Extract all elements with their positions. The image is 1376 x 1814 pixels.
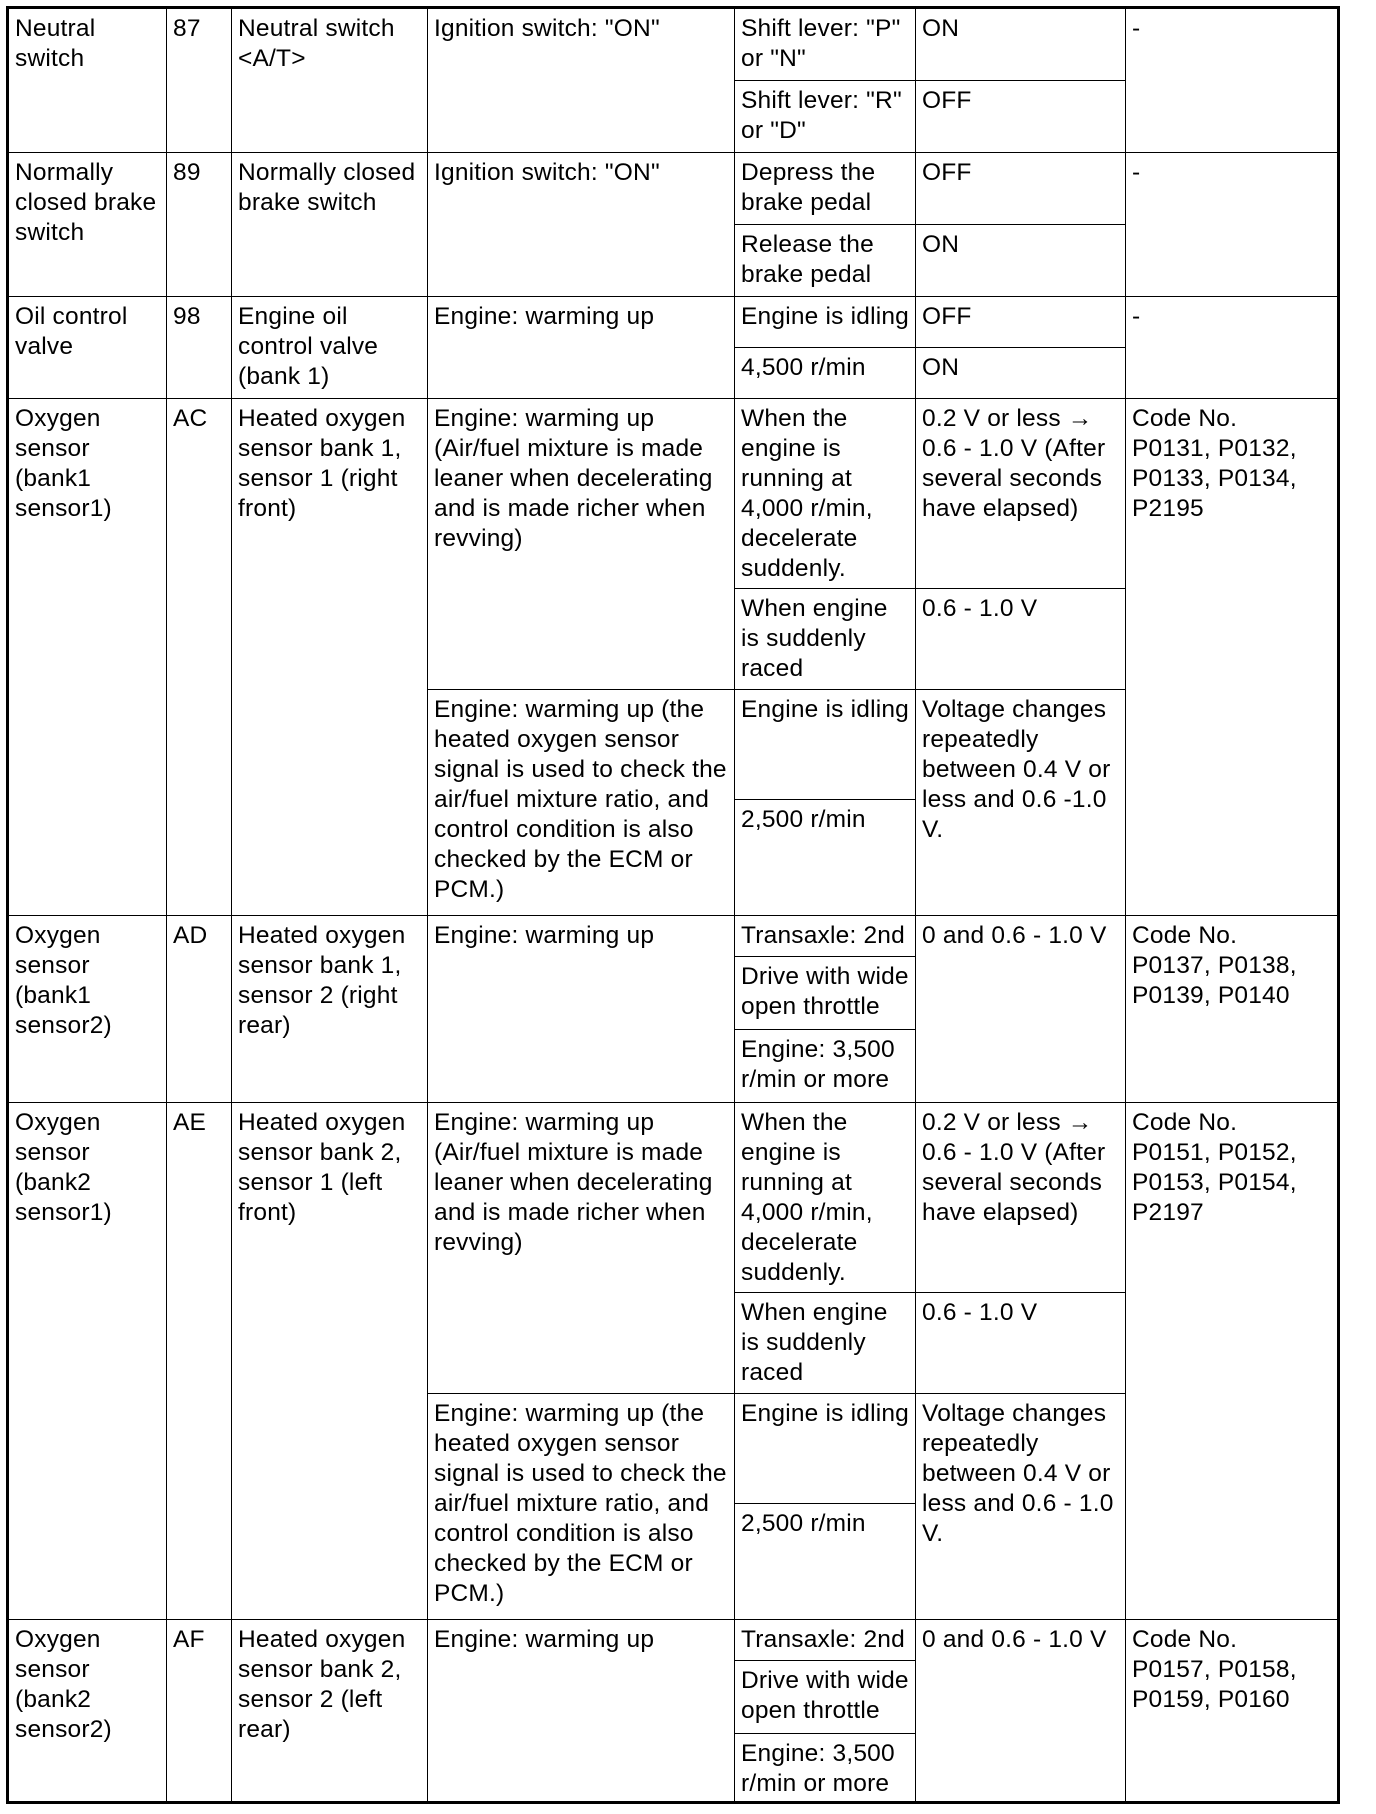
value-cell: 0 and 0.6 - 1.0 V xyxy=(916,1620,1126,1801)
value-cell: 0.6 - 1.0 V xyxy=(916,1293,1126,1394)
description-cell: Normally closed brake switch xyxy=(232,153,428,297)
check-cell: Drive with wide open throttle xyxy=(735,957,916,1030)
check-cell: 2,500 r/min xyxy=(735,800,916,916)
value-cell: 0.2 V or less → 0.6 - 1.0 V (After several seconds have elapsed) xyxy=(916,1103,1126,1293)
value-cell: Voltage changes repeatedly between 0.4 V or less and 0.6 - 1.0 V. xyxy=(916,1394,1126,1620)
check-cell: Engine is idling xyxy=(735,1394,916,1504)
value-cell: OFF xyxy=(916,81,1126,153)
check-cell: Shift lever: "P" or "N" xyxy=(735,9,916,81)
dtc-cell: - xyxy=(1126,9,1337,153)
check-cell: Transaxle: 2nd xyxy=(735,1620,916,1661)
condition-cell: Ignition switch: "ON" xyxy=(428,153,735,297)
check-cell: Shift lever: "R" or "D" xyxy=(735,81,916,153)
condition-cell: Engine: warming up xyxy=(428,916,735,1103)
condition-cell: Engine: warming up xyxy=(428,297,735,399)
component-cell: Normally closed brake switch xyxy=(9,153,167,297)
value-cell: 0.2 V or less → 0.6 - 1.0 V (After several seconds have elapsed) xyxy=(916,399,1126,589)
dtc-cell: Code No. P0131, P0132, P0133, P0134, P2195 xyxy=(1126,399,1337,916)
condition-cell: Engine: warming up (the heated oxygen sensor signal is used to check the air/fuel mixture ratio, and control condition is also checked by the ECM or PCM.) xyxy=(428,690,735,916)
pin-cell: AF xyxy=(167,1620,232,1801)
check-cell: Transaxle: 2nd xyxy=(735,916,916,957)
check-cell: When engine is suddenly raced xyxy=(735,589,916,690)
value-cell: OFF xyxy=(916,153,1126,225)
check-cell: 2,500 r/min xyxy=(735,1504,916,1620)
condition-cell: Engine: warming up (Air/fuel mixture is made leaner when decelerating and is made richer when revving) xyxy=(428,399,735,690)
value-cell: ON xyxy=(916,225,1126,297)
dtc-cell: Code No. P0157, P0158, P0159, P0160 xyxy=(1132,1626,1297,1713)
pin-cell: 87 xyxy=(167,9,232,153)
value-cell: OFF xyxy=(916,297,1126,348)
component-cell: Oxygen sensor (bank1 sensor1) xyxy=(9,399,167,916)
component-cell: Oxygen sensor (bank2 sensor1) xyxy=(9,1103,167,1620)
check-cell: Engine is idling xyxy=(735,690,916,800)
condition-cell: Engine: warming up (the heated oxygen sensor signal is used to check the air/fuel mixture ratio, and control condition is also checked by the ECM or PCM.) xyxy=(428,1394,735,1620)
value-cell: ON xyxy=(916,348,1126,399)
dtc-cell: Code No. P0151, P0152, P0153, P0154, P2197 xyxy=(1126,1103,1337,1620)
component-cell: Neutral switch xyxy=(9,9,167,153)
check-cell: 4,500 r/min xyxy=(735,348,916,399)
check-cell: Depress the brake pedal xyxy=(735,153,916,225)
value-cell: ON xyxy=(916,9,1126,81)
pin-cell: AD xyxy=(167,916,232,1103)
check-cell: Engine is idling xyxy=(735,297,916,348)
description-cell: Heated oxygen sensor bank 1, sensor 2 (right rear) xyxy=(232,916,428,1103)
check-cell: Engine: 3,500 r/min or more xyxy=(735,1030,916,1103)
component-cell: Oxygen sensor (bank2 sensor2) xyxy=(9,1620,167,1801)
check-cell: When the engine is running at 4,000 r/min, decelerate suddenly. xyxy=(735,399,916,589)
condition-cell: Ignition switch: "ON" xyxy=(428,9,735,153)
component-cell: Oil control valve xyxy=(9,297,167,399)
description-cell: Heated oxygen sensor bank 2, sensor 1 (left front) xyxy=(232,1103,428,1620)
value-cell: 0.6 - 1.0 V xyxy=(916,589,1126,690)
pin-cell: 89 xyxy=(167,153,232,297)
check-cell: When the engine is running at 4,000 r/min, decelerate suddenly. xyxy=(735,1103,916,1293)
value-cell: 0 and 0.6 - 1.0 V xyxy=(916,916,1126,1103)
dtc-cell: Code No. P0137, P0138, P0139, P0140 xyxy=(1126,916,1337,1103)
pin-cell: AE xyxy=(167,1103,232,1620)
condition-cell: Engine: warming up xyxy=(428,1620,735,1801)
component-cell: Oxygen sensor (bank1 sensor2) xyxy=(9,916,167,1103)
check-cell: When engine is suddenly raced xyxy=(735,1293,916,1394)
description-cell: Engine oil control valve (bank 1) xyxy=(232,297,428,399)
dtc-cell: - xyxy=(1126,153,1337,297)
description-cell: Heated oxygen sensor bank 1, sensor 1 (right front) xyxy=(232,399,428,916)
check-cell: Drive with wide open throttle xyxy=(735,1661,916,1734)
value-cell: Voltage changes repeatedly between 0.4 V or less and 0.6 -1.0 V. xyxy=(916,690,1126,916)
pin-check-table xyxy=(6,6,1340,1804)
pin-cell: 98 xyxy=(167,297,232,399)
condition-cell: Engine: warming up (Air/fuel mixture is made leaner when decelerating and is made richer when revving) xyxy=(428,1103,735,1394)
dtc-cell: - xyxy=(1126,297,1337,399)
check-cell: Engine: 3,500 r/min or more xyxy=(735,1734,916,1801)
check-cell: Release the brake pedal xyxy=(735,225,916,297)
description-cell: Heated oxygen sensor bank 2, sensor 2 (left rear) xyxy=(232,1620,428,1801)
pin-cell: AC xyxy=(167,399,232,916)
description-cell: Neutral switch <A/T> xyxy=(232,9,428,153)
